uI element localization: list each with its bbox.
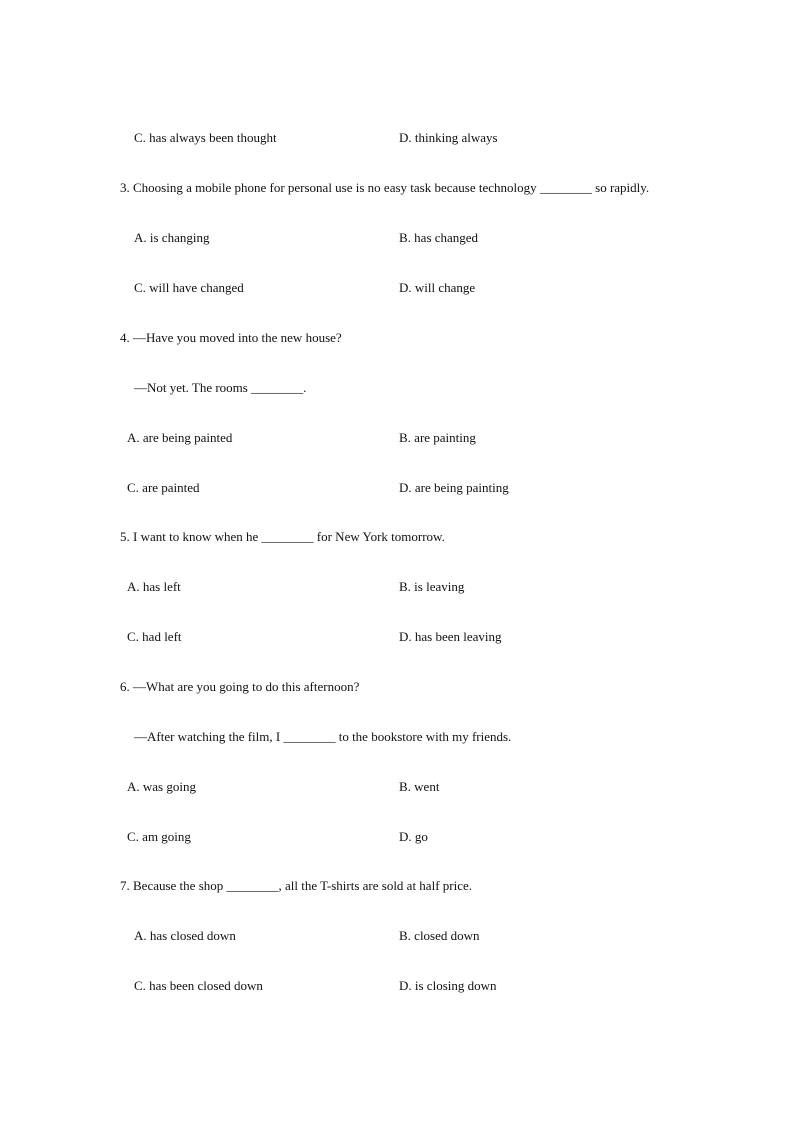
q6-option-d: D. go: [399, 829, 428, 844]
q7-option-d: D. is closing down: [399, 978, 497, 993]
q6-option-b: B. went: [399, 779, 440, 794]
q2-option-c: C. has always been thought: [134, 130, 277, 145]
q6-stem: 6. —What are you going to do this afternoon?: [120, 679, 360, 694]
q7-stem: 7. Because the shop ________, all the T-shirts are sold at half price.: [120, 878, 473, 893]
q3-stem: 3. Choosing a mobile phone for personal use is no easy task because technology ________ so rapidly.: [120, 180, 650, 195]
q5-option-d: D. has been leaving: [399, 629, 502, 644]
q5-option-a: A. has left: [127, 579, 181, 594]
q4-option-a: A. are being painted: [127, 430, 233, 445]
q4-reply: —Not yet. The rooms ________.: [134, 380, 307, 395]
q5-option-c: C. had left: [127, 629, 182, 644]
q3-option-a: A. is changing: [134, 230, 210, 245]
q4-stem: 4. —Have you moved into the new house?: [120, 330, 342, 345]
q7-option-c: C. has been closed down: [134, 978, 263, 993]
q6-option-a: A. was going: [127, 779, 196, 794]
q3-option-d: D. will change: [399, 280, 476, 295]
q7-option-b: B. closed down: [399, 928, 480, 943]
q4-option-d: D. are being painting: [399, 480, 509, 495]
q5-option-b: B. is leaving: [399, 579, 465, 594]
q3-option-c: C. will have changed: [134, 280, 244, 295]
q6-reply: —After watching the film, I ________ to the bookstore with my friends.: [134, 729, 512, 744]
q4-option-b: B. are painting: [399, 430, 476, 445]
q6-option-c: C. am going: [127, 829, 191, 844]
q3-option-b: B. has changed: [399, 230, 479, 245]
q5-stem: 5. I want to know when he ________ for New York tomorrow.: [120, 529, 445, 544]
q7-option-a: A. has closed down: [134, 928, 236, 943]
q4-option-c: C. are painted: [127, 480, 200, 495]
q2-option-d: D. thinking always: [399, 130, 498, 145]
